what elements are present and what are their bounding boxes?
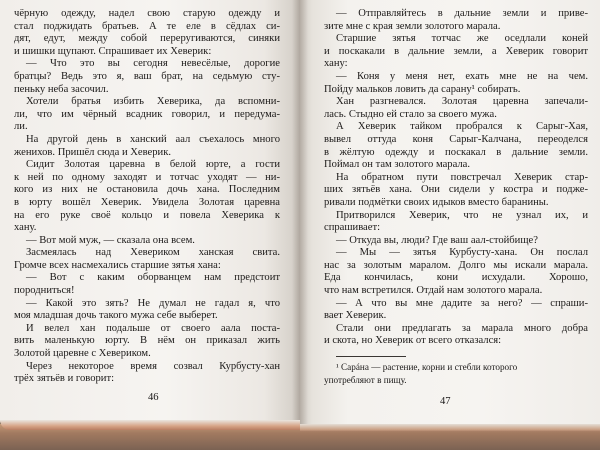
text-line: пеньку неба засочил.: [14, 83, 109, 95]
text-line: И велел хан подальше от своего аала поста-: [26, 322, 280, 334]
text-line: женихов. Пришёл сюда и Хеверик.: [14, 146, 172, 158]
text-line: стал поджидать братьев. А те еле в сёдлах си-: [14, 20, 280, 32]
text-line: вает Хеверик.: [324, 310, 387, 322]
footnote-line: употребляют в пищу.: [324, 374, 407, 385]
text-line: дят, едут, между собой переругиваются, синяки: [14, 33, 280, 45]
right-page-text: [324, 8, 588, 387]
text-line: к ней по одному заходят и тотчас уходят — ни-: [14, 171, 280, 183]
text-line: Хан разгневался. Золотая царевна запечали-: [336, 96, 588, 108]
text-line: на его руке своё кольцо и повела Хеверика к: [14, 209, 280, 221]
text-line: Через некоторое время созвал Курбусту-хан: [26, 360, 280, 372]
left-page-text: [14, 8, 280, 386]
text-line: — А что вы мне дадите за него? — спраши-: [336, 297, 588, 309]
text-line: и шишки щупают. Спрашивает их Хеверик:: [14, 45, 212, 57]
text-line: Хотели братья избить Хеверика, да вспомни-: [26, 96, 280, 108]
text-line: моя младшая дочь такого мужа себе выберет.: [14, 310, 218, 322]
text-line: в жёлтую одежду и поскакал в дальние земли.: [324, 146, 588, 158]
text-line: Сидит Золотая царевна в белой юрте, а гости: [26, 159, 280, 171]
page-number: 47: [440, 396, 451, 407]
footnote-line: ¹ Сарáна — растение, корни и стебли которого: [336, 362, 518, 373]
footnote-divider: [336, 356, 406, 357]
text-line: и поскакали в дальние земли, а Хеверик говорит: [324, 45, 588, 57]
text-line: — Что это вы сегодня невесёлые, дорогие: [26, 58, 280, 70]
text-line: На обратном пути повстречал Хеверик стар-: [336, 171, 588, 183]
text-line: зите мне с края земли золотого марала.: [324, 20, 501, 32]
page-number: 46: [148, 392, 159, 403]
text-line: Поймал он там золотого марала.: [324, 159, 471, 171]
text-line: спрашивает:: [324, 222, 381, 234]
text-line: — Какой это зять? Не думал не гадал я, что: [26, 297, 280, 309]
text-line: Стали они предлагать за марала много добра: [336, 322, 588, 334]
text-line: — Откуда вы, люди? Где ваш аал-стойбище?: [336, 234, 538, 246]
left-page-edge: [0, 420, 300, 430]
text-line: А Хеверик тайком пробрался к Сарыг-Хая,: [336, 121, 588, 133]
text-line: трёх зятьёв и говорит:: [14, 373, 115, 385]
text-line: породниться!: [14, 285, 75, 297]
text-line: — Вот мой муж, — сказала она всем.: [26, 234, 195, 246]
text-line: — Вот с каким оборванцем нам предстоит: [26, 272, 280, 284]
book-gutter-shadow: [292, 0, 308, 426]
text-line: — Мы — зятья Курбусту-хана. Он послал: [336, 247, 588, 259]
text-line: ших зятьёв хана. Они сидели у костра и подже-: [324, 184, 588, 196]
text-line: ли.: [14, 121, 28, 133]
text-line: и скота, но Хеверик от всего отказался:: [324, 335, 502, 347]
text-line: братцы? Ведь это я, ваш брат, на седьмую сту-: [14, 70, 280, 82]
text-line: лась. Стыдно ей стало за своего мужа.: [324, 108, 497, 120]
text-line: На другой день в ханский аал съехалось много: [26, 133, 280, 145]
text-line: — Коня у меня нет, ехать мне не на чем.: [336, 70, 588, 82]
text-line: Еда кончилась, кони исхудали. Хорошо,: [324, 272, 588, 284]
text-line: Засмеялась над Хевериком ханская свита.: [26, 247, 280, 259]
text-line: хану:: [324, 58, 348, 70]
text-line: Громче всех насмехались старшие зятья хана:: [14, 259, 221, 271]
text-line: Золотой царевне с Хевериком.: [14, 348, 151, 360]
text-line: нас за золотым маралом. Долго мы искали марала.: [324, 259, 588, 271]
text-line: — Отправляйтесь в дальние земли и приве-: [336, 8, 588, 19]
text-line: что нам встретился. Отдай нам золотого марала.: [324, 285, 543, 297]
text-line: Притворился Хеверик, что не узнал их, и: [336, 209, 588, 221]
text-line: вить маленькую юрту. В нём он приказал жить: [14, 335, 280, 347]
right-page: [300, 0, 600, 426]
text-line: чёрную одежду, надел свою старую одежду и: [14, 8, 280, 19]
left-page: [0, 0, 300, 426]
text-line: хану.: [14, 222, 37, 234]
text-line: Пойду мальков ловить да сарану¹ собирать.: [324, 83, 521, 95]
right-page-edge: [300, 424, 600, 432]
text-line: в юрту вошёл Хеверик. Увидела Золотая царевна: [14, 196, 280, 208]
text-line: кого из них не остановила дочь хана. Последним: [14, 184, 280, 196]
text-line: ривали подмётки своих идыков вместо баранины.: [324, 196, 549, 208]
text-line: Старшие зятья тотчас же оседлали коней: [336, 33, 588, 45]
text-line: вывел оттуда коня Сарыг-Калчана, переоделся: [324, 133, 588, 145]
text-line: ли, что им чёрный всадник говорил, и передума-: [14, 108, 280, 120]
